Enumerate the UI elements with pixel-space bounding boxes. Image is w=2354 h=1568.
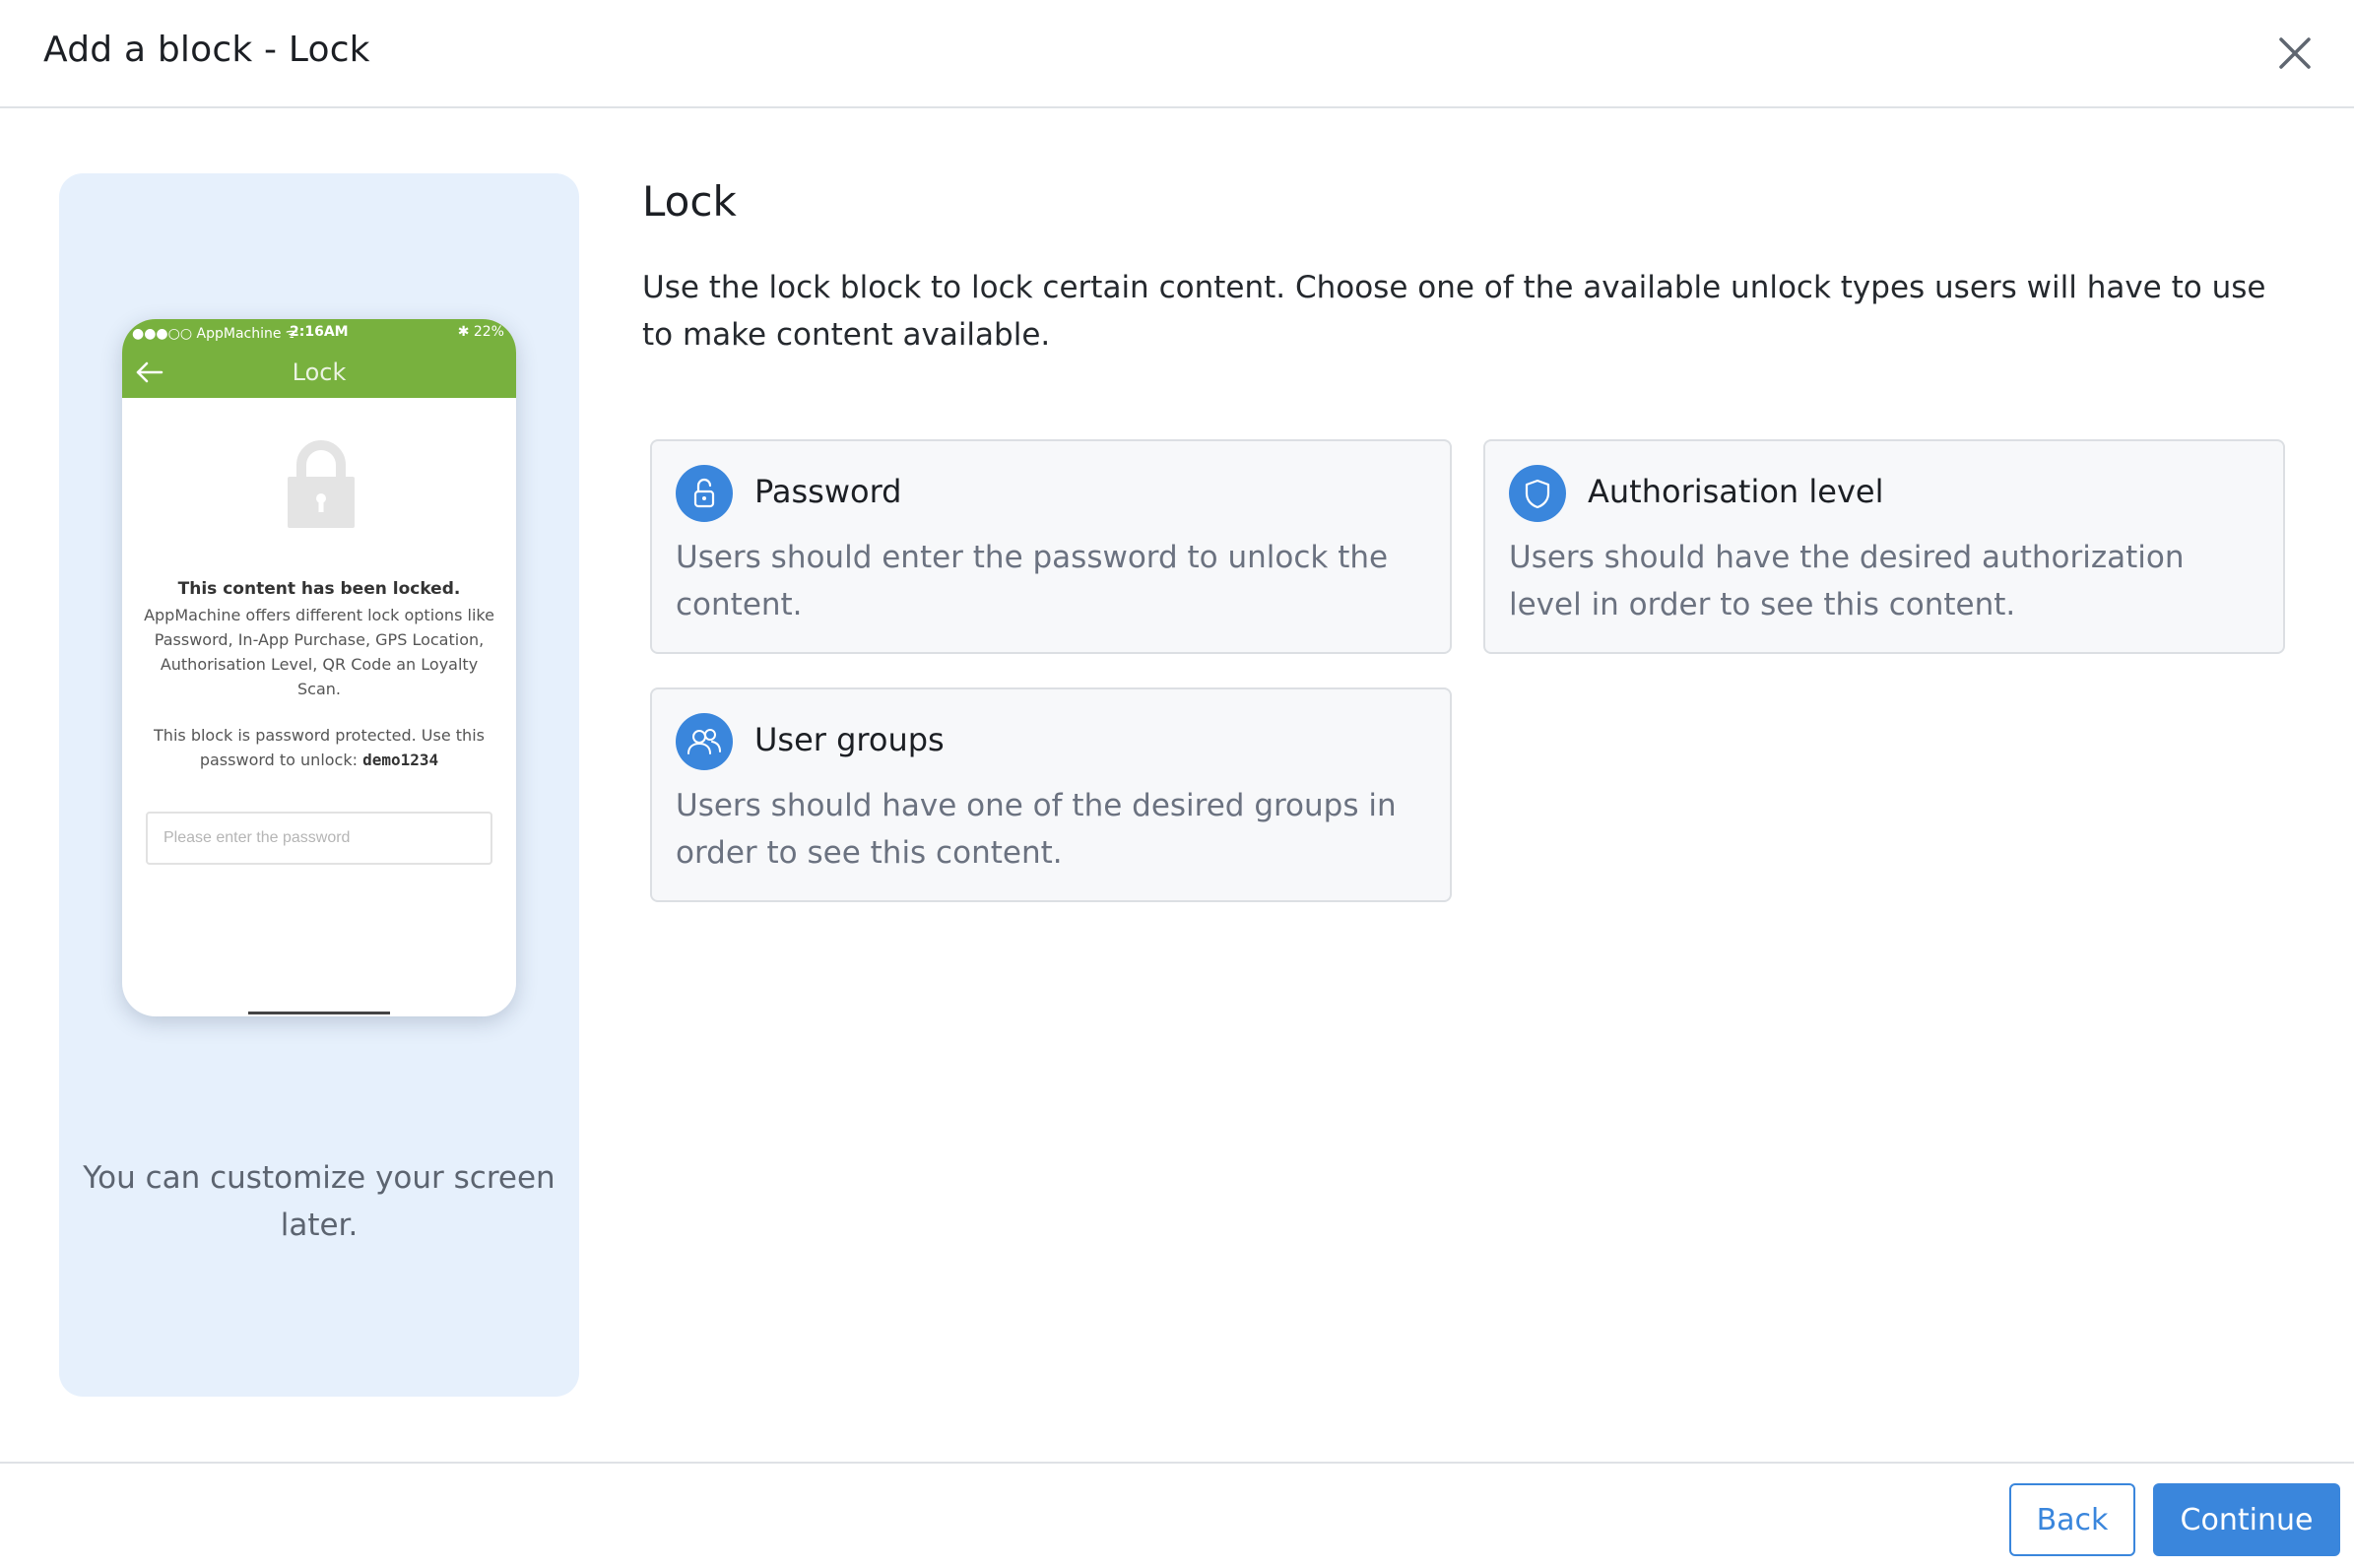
- protected-label: This block is password protected. Use this password to unlock:: [154, 726, 485, 769]
- phone-preview: [122, 319, 516, 1016]
- option-card-password[interactable]: [650, 439, 1452, 654]
- status-carrier: ●●●○○ AppMachine ᯤ: [132, 326, 298, 342]
- protected-text: [142, 723, 496, 772]
- users-icon: [676, 713, 733, 770]
- modal-header: [0, 0, 2354, 108]
- option-description: Users should have one of the desired groups in order to see this content.: [676, 788, 1397, 871]
- option-description: Users should enter the password to unlock the content.: [676, 540, 1389, 622]
- preview-panel: [59, 173, 579, 1397]
- padlock-icon: [676, 465, 733, 522]
- modal-title: Add a block - Lock: [43, 30, 370, 70]
- phone-password-input: Please enter the password: [146, 812, 492, 865]
- section-title: Lock: [642, 177, 737, 226]
- locked-title: This content has been locked.: [177, 579, 461, 599]
- demo-password: demo1234: [362, 751, 439, 769]
- phone-status-bar: [122, 319, 516, 347]
- back-button[interactable]: Back: [2009, 1483, 2135, 1556]
- close-icon: [2271, 30, 2319, 77]
- preview-caption: You can customize your screen later.: [83, 1160, 556, 1243]
- phone-navbar: [122, 347, 516, 398]
- padlock-icon: [288, 437, 355, 528]
- option-card-authorisation-level[interactable]: [1483, 439, 2285, 654]
- status-time: 2:16AM: [290, 324, 349, 340]
- continue-button[interactable]: Continue: [2153, 1483, 2340, 1556]
- option-title: Password: [754, 473, 902, 510]
- close-button[interactable]: [2271, 30, 2319, 77]
- option-title: User groups: [754, 721, 945, 758]
- option-card-user-groups[interactable]: [650, 687, 1452, 902]
- option-description: Users should have the desired authorization level in order to see this content.: [1509, 540, 2185, 622]
- phone-nav-title: Lock: [292, 359, 347, 386]
- shield-icon: [1509, 465, 1566, 522]
- option-title: Authorisation level: [1588, 473, 1884, 510]
- locked-description: AppMachine offers different lock options like Password, In-App Purchase, GPS Location, Authorisation Level, QR Code an Loyalty Scan.: [144, 606, 494, 698]
- modal-footer: [0, 1462, 2354, 1568]
- status-battery: ✱ 22%: [457, 324, 504, 340]
- home-indicator: [248, 1012, 390, 1014]
- section-description: Use the lock block to lock certain content. Choose one of the available unlock types users will have to use to make content available.: [642, 270, 2266, 353]
